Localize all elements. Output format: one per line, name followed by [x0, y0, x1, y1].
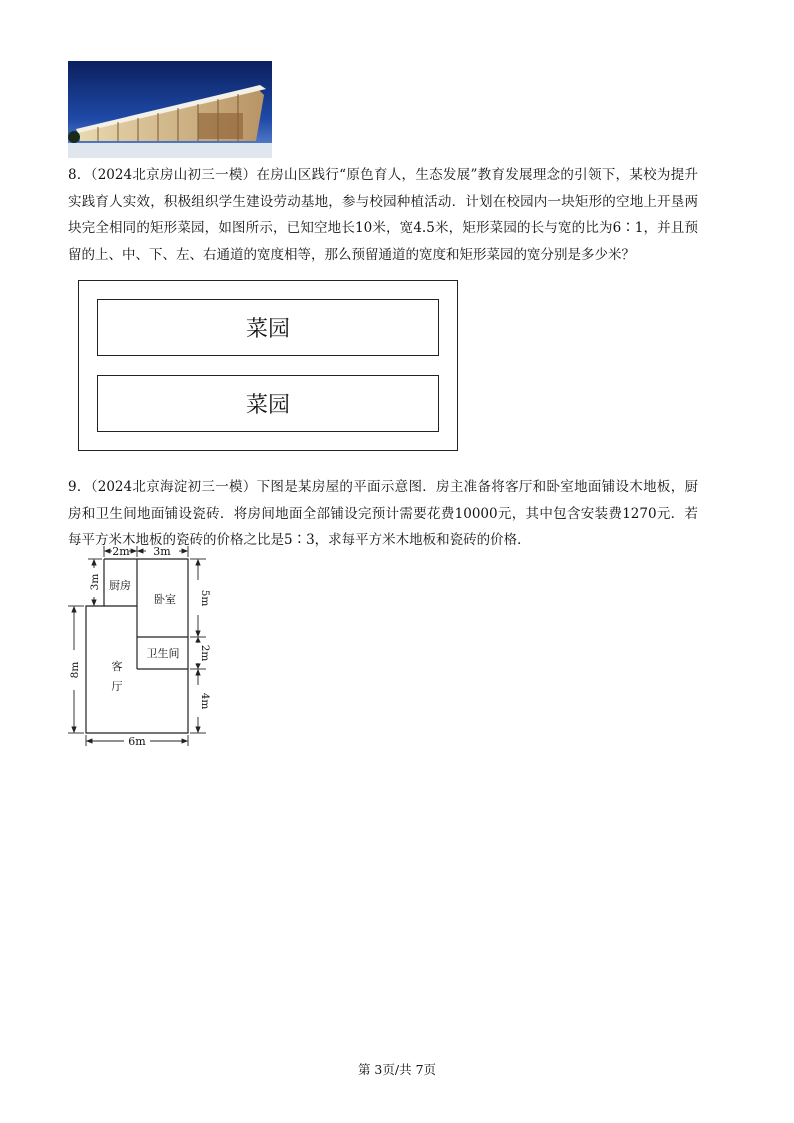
dim-top-right: 3m [153, 545, 171, 558]
dim-left-big: 8m [69, 661, 81, 679]
dim-right-bottom: 4m [199, 692, 211, 710]
question-9-text: 9．（2024北京海淀初三一模）下图是某房屋的平面示意图．房主准备将客厅和卧室地面铺设木地板，厨房和卫生间地面铺设瓷砖．将房间地面全部铺设完预计需要花费10000元，其中包含安装费1270元．若每平方米木地板的瓷砖的价格之比是5∶3，求每平方米木地板和瓷砖的价格． [68, 479, 698, 548]
garden-diagram [78, 280, 458, 451]
dim-left-small: 3m [89, 573, 101, 591]
building-photo [68, 61, 272, 158]
dim-right-mid: 2m [199, 644, 211, 662]
page-number: 第 3页/共 7页 [357, 1062, 437, 1077]
living-room-label-1: 客 [111, 660, 123, 673]
bedroom-label: 卧室 [154, 593, 176, 606]
question-8-text: 8．（2024北京房山初三一模）在房山区践行“原色育人，生态发展”教育发展理念的引领下，某校为提升实践育人实效，积极组织学生建设劳动基地，参与校园种植活动．计划在校园内一块矩形的空地上开垦两块完全相同的矩形菜园，如图所示，已知空地长10米，宽4.5米，矩形菜园的长与宽的比为6∶1，并且预留的上、中、下、左、右通道的宽度相等，那么预留通道的宽度和矩形菜园的宽分别是多少米？ [68, 167, 698, 263]
bathroom-label: 卫生间 [146, 647, 180, 660]
dim-right-top: 5m [199, 589, 211, 607]
living-room-label-2: 厅 [111, 680, 123, 693]
vegetable-bed-top: 菜园 [97, 299, 439, 356]
kitchen-label: 厨房 [109, 579, 131, 592]
page-footer [0, 1060, 794, 1078]
floor-plan-diagram [60, 540, 220, 754]
dim-top-left: 2m [112, 545, 130, 558]
dim-bottom: 6m [128, 735, 146, 748]
vegetable-bed-bottom: 菜园 [97, 375, 439, 432]
